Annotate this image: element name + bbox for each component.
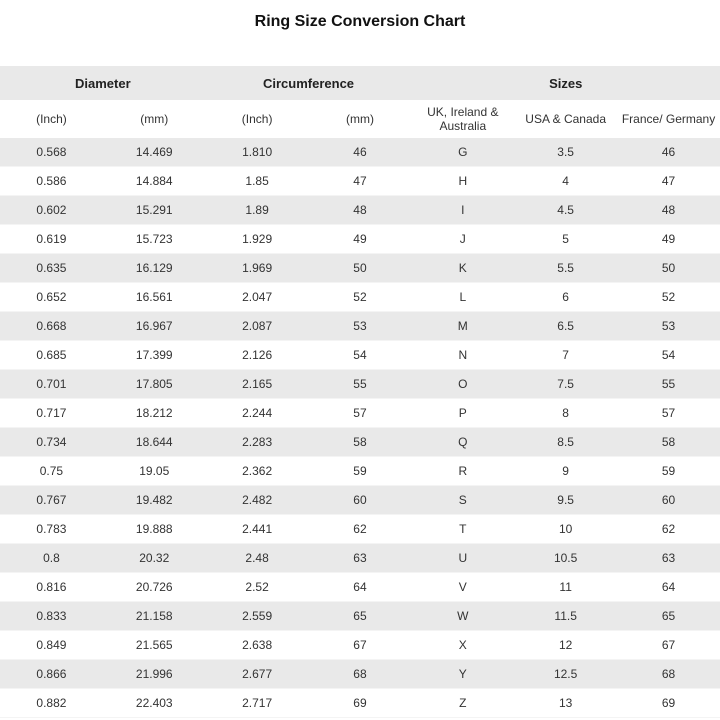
table-row bbox=[0, 515, 720, 544]
cell: 0.619 bbox=[0, 225, 103, 254]
table-row bbox=[0, 689, 720, 718]
cell: 17.399 bbox=[103, 341, 206, 370]
cell: 0.882 bbox=[0, 689, 103, 718]
cell: 0.833 bbox=[0, 602, 103, 631]
cell: 69 bbox=[617, 689, 720, 718]
cell: 48 bbox=[617, 196, 720, 225]
cell: 2.087 bbox=[206, 312, 309, 341]
cell: 2.244 bbox=[206, 399, 309, 428]
cell: 6.5 bbox=[514, 312, 617, 341]
cell: H bbox=[411, 167, 514, 196]
cell: 2.638 bbox=[206, 631, 309, 660]
cell: 53 bbox=[617, 312, 720, 341]
column-header-usa-canada: USA & Canada bbox=[514, 100, 617, 138]
cell: 2.48 bbox=[206, 544, 309, 573]
cell: 12 bbox=[514, 631, 617, 660]
cell: 50 bbox=[617, 254, 720, 283]
cell: 0.783 bbox=[0, 515, 103, 544]
table-row bbox=[0, 225, 720, 254]
table-row bbox=[0, 167, 720, 196]
cell: 13 bbox=[514, 689, 617, 718]
cell: 10.5 bbox=[514, 544, 617, 573]
cell: 0.685 bbox=[0, 341, 103, 370]
column-header-circumference-mm: (mm) bbox=[309, 100, 412, 138]
cell: 65 bbox=[309, 602, 412, 631]
cell: 58 bbox=[309, 428, 412, 457]
cell: O bbox=[411, 370, 514, 399]
group-header-row bbox=[0, 66, 720, 100]
cell: 68 bbox=[309, 660, 412, 689]
cell: 16.129 bbox=[103, 254, 206, 283]
group-header-sizes: Sizes bbox=[411, 66, 720, 100]
cell: 48 bbox=[309, 196, 412, 225]
page-title: Ring Size Conversion Chart bbox=[254, 13, 466, 30]
cell: 15.723 bbox=[103, 225, 206, 254]
cell: 0.75 bbox=[0, 457, 103, 486]
cell: 0.816 bbox=[0, 573, 103, 602]
cell: 57 bbox=[617, 399, 720, 428]
cell: 52 bbox=[309, 283, 412, 312]
cell: 55 bbox=[309, 370, 412, 399]
ring-size-conversion-table bbox=[0, 66, 720, 718]
cell: 0.586 bbox=[0, 167, 103, 196]
cell: 16.561 bbox=[103, 283, 206, 312]
table-row bbox=[0, 428, 720, 457]
cell: W bbox=[411, 602, 514, 631]
cell: 8.5 bbox=[514, 428, 617, 457]
cell: P bbox=[411, 399, 514, 428]
cell: 69 bbox=[309, 689, 412, 718]
cell: 9.5 bbox=[514, 486, 617, 515]
table-row bbox=[0, 138, 720, 167]
cell: 2.047 bbox=[206, 283, 309, 312]
cell: 67 bbox=[309, 631, 412, 660]
cell: 19.05 bbox=[103, 457, 206, 486]
cell: 59 bbox=[617, 457, 720, 486]
cell: K bbox=[411, 254, 514, 283]
cell: N bbox=[411, 341, 514, 370]
cell: S bbox=[411, 486, 514, 515]
cell: Y bbox=[411, 660, 514, 689]
cell: 0.717 bbox=[0, 399, 103, 428]
column-header-diameter-mm: (mm) bbox=[103, 100, 206, 138]
cell: 54 bbox=[309, 341, 412, 370]
table-row bbox=[0, 457, 720, 486]
cell: 0.701 bbox=[0, 370, 103, 399]
cell: 47 bbox=[617, 167, 720, 196]
table-row bbox=[0, 370, 720, 399]
table-row bbox=[0, 399, 720, 428]
cell: 5 bbox=[514, 225, 617, 254]
cell: 57 bbox=[309, 399, 412, 428]
table-row bbox=[0, 486, 720, 515]
cell: 21.158 bbox=[103, 602, 206, 631]
column-header-row bbox=[0, 100, 720, 138]
cell: 19.482 bbox=[103, 486, 206, 515]
cell: 0.568 bbox=[0, 138, 103, 167]
table-row bbox=[0, 660, 720, 689]
cell: 11 bbox=[514, 573, 617, 602]
cell: 6 bbox=[514, 283, 617, 312]
cell: 68 bbox=[617, 660, 720, 689]
cell: 2.52 bbox=[206, 573, 309, 602]
cell: 22.403 bbox=[103, 689, 206, 718]
cell: T bbox=[411, 515, 514, 544]
cell: 62 bbox=[309, 515, 412, 544]
cell: 20.32 bbox=[103, 544, 206, 573]
cell: 50 bbox=[309, 254, 412, 283]
cell: 16.967 bbox=[103, 312, 206, 341]
table-row bbox=[0, 341, 720, 370]
cell: 47 bbox=[309, 167, 412, 196]
cell: L bbox=[411, 283, 514, 312]
cell: 0.8 bbox=[0, 544, 103, 573]
cell: 46 bbox=[617, 138, 720, 167]
cell: V bbox=[411, 573, 514, 602]
cell: 15.291 bbox=[103, 196, 206, 225]
cell: 63 bbox=[309, 544, 412, 573]
cell: 62 bbox=[617, 515, 720, 544]
table-row bbox=[0, 254, 720, 283]
table-row bbox=[0, 544, 720, 573]
cell: 64 bbox=[309, 573, 412, 602]
cell: 46 bbox=[309, 138, 412, 167]
cell: 0.866 bbox=[0, 660, 103, 689]
cell: 21.996 bbox=[103, 660, 206, 689]
cell: 18.212 bbox=[103, 399, 206, 428]
table-row bbox=[0, 573, 720, 602]
table-body bbox=[0, 138, 720, 718]
cell: 0.602 bbox=[0, 196, 103, 225]
column-header-diameter-inch: (Inch) bbox=[0, 100, 103, 138]
cell: 49 bbox=[617, 225, 720, 254]
cell: 0.849 bbox=[0, 631, 103, 660]
cell: 14.884 bbox=[103, 167, 206, 196]
cell: 67 bbox=[617, 631, 720, 660]
cell: 1.969 bbox=[206, 254, 309, 283]
cell: J bbox=[411, 225, 514, 254]
cell: 1.929 bbox=[206, 225, 309, 254]
cell: 49 bbox=[309, 225, 412, 254]
cell: 8 bbox=[514, 399, 617, 428]
cell: 3.5 bbox=[514, 138, 617, 167]
cell: M bbox=[411, 312, 514, 341]
cell: 11.5 bbox=[514, 602, 617, 631]
cell: 2.717 bbox=[206, 689, 309, 718]
cell: 1.810 bbox=[206, 138, 309, 167]
cell: 19.888 bbox=[103, 515, 206, 544]
column-header-france-germany: France/ Germany bbox=[617, 100, 720, 138]
cell: 7 bbox=[514, 341, 617, 370]
cell: 58 bbox=[617, 428, 720, 457]
cell: 0.635 bbox=[0, 254, 103, 283]
cell: 2.126 bbox=[206, 341, 309, 370]
cell: 2.165 bbox=[206, 370, 309, 399]
cell: 17.805 bbox=[103, 370, 206, 399]
table-row bbox=[0, 196, 720, 225]
group-header-diameter: Diameter bbox=[0, 66, 206, 100]
cell: 14.469 bbox=[103, 138, 206, 167]
cell: 0.767 bbox=[0, 486, 103, 515]
cell: 20.726 bbox=[103, 573, 206, 602]
table-row bbox=[0, 312, 720, 341]
cell: 10 bbox=[514, 515, 617, 544]
table-row bbox=[0, 283, 720, 312]
cell: 0.668 bbox=[0, 312, 103, 341]
cell: 2.482 bbox=[206, 486, 309, 515]
cell: 7.5 bbox=[514, 370, 617, 399]
cell: 12.5 bbox=[514, 660, 617, 689]
group-header-circumference: Circumference bbox=[206, 66, 412, 100]
cell: 5.5 bbox=[514, 254, 617, 283]
cell: 2.677 bbox=[206, 660, 309, 689]
cell: 1.85 bbox=[206, 167, 309, 196]
cell: 2.362 bbox=[206, 457, 309, 486]
column-header-uk-ireland-australia: UK, Ireland & Australia bbox=[411, 100, 514, 138]
cell: 4.5 bbox=[514, 196, 617, 225]
cell: 65 bbox=[617, 602, 720, 631]
cell: 54 bbox=[617, 341, 720, 370]
cell: 2.283 bbox=[206, 428, 309, 457]
cell: 2.441 bbox=[206, 515, 309, 544]
cell: 18.644 bbox=[103, 428, 206, 457]
cell: 53 bbox=[309, 312, 412, 341]
cell: 0.734 bbox=[0, 428, 103, 457]
cell: U bbox=[411, 544, 514, 573]
cell: 0.652 bbox=[0, 283, 103, 312]
cell: 55 bbox=[617, 370, 720, 399]
cell: Q bbox=[411, 428, 514, 457]
cell: I bbox=[411, 196, 514, 225]
cell: 21.565 bbox=[103, 631, 206, 660]
cell: 64 bbox=[617, 573, 720, 602]
cell: 63 bbox=[617, 544, 720, 573]
table-row bbox=[0, 602, 720, 631]
cell: 1.89 bbox=[206, 196, 309, 225]
cell: R bbox=[411, 457, 514, 486]
cell: 9 bbox=[514, 457, 617, 486]
cell: Z bbox=[411, 689, 514, 718]
table-header bbox=[0, 66, 720, 138]
cell: X bbox=[411, 631, 514, 660]
cell: G bbox=[411, 138, 514, 167]
cell: 52 bbox=[617, 283, 720, 312]
cell: 59 bbox=[309, 457, 412, 486]
table-row bbox=[0, 631, 720, 660]
column-header-circumference-inch: (Inch) bbox=[206, 100, 309, 138]
cell: 2.559 bbox=[206, 602, 309, 631]
cell: 60 bbox=[617, 486, 720, 515]
cell: 60 bbox=[309, 486, 412, 515]
cell: 4 bbox=[514, 167, 617, 196]
